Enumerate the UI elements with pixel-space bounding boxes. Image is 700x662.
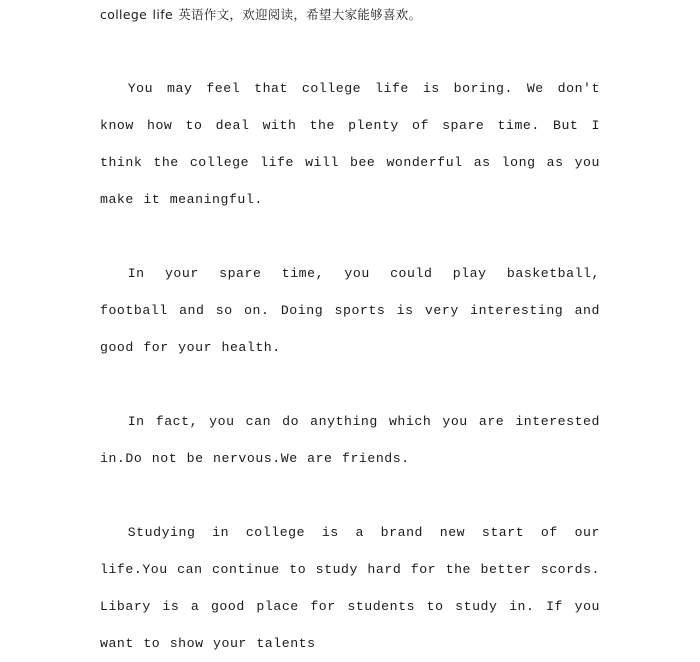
- paragraph-spacer: [100, 477, 600, 514]
- paragraph-spacer: [100, 218, 600, 255]
- document-body: [100, 0, 610, 662]
- paragraph-4: Studying in college is a brand new start of our life.You can continue to study hard for the better scords. Libary is a good place for students to study in. If you want to show your talents: [100, 525, 610, 651]
- paragraph-3: In fact, you can do anything which you are interested in.Do not be nervous.We are friends.: [100, 414, 610, 466]
- paragraph-intro-line: college life 英语作文，欢迎阅读，希望大家能够喜欢。: [100, 7, 422, 22]
- paragraph-1: You may feel that college life is boring. We don't know how to deal with the plenty of spare time. But I think the college life will bee wonderful as long as you make it meaningful.: [100, 81, 610, 207]
- paragraph-spacer: [100, 366, 600, 403]
- paragraph-2: In your spare time, you could play basketball, football and so on. Doing sports is very interesting and good for your health.: [100, 266, 610, 355]
- paragraph-spacer: [100, 33, 600, 70]
